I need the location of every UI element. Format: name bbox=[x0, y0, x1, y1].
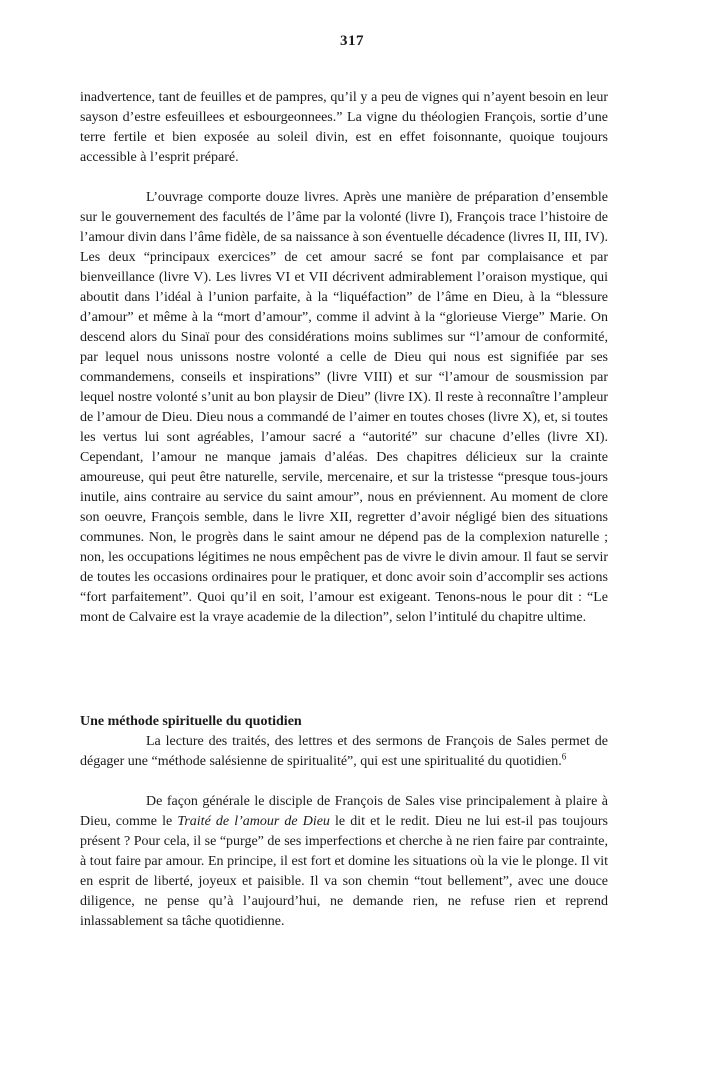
book-title: Traité de l’amour de Dieu bbox=[177, 814, 330, 829]
paragraph-disciple-text-b: le dit et le redit. Dieu ne lui est-il pas toujours présent ? Pour cela, il se “purge” de ses imperfections et cherche à ne rien faire par contrainte, à tout faire par amour. En principe, il est fort et domine les situations où la vie le plonge. Il vit en esprit de liberté, joyeux et paisible. Il va son chemin “tout bellement”, avec une douce diligence, ne pense qu’à l’aujourd’hui, ne demande rien, ne refuse rien et reprend inlassablement sa tâche quotidienne. bbox=[80, 814, 609, 929]
paragraph-disciple-text-a: De façon générale le disciple de François de Sales vise principalement à plaire à Dieu, comme le bbox=[80, 794, 608, 829]
paragraph-methode bbox=[80, 732, 608, 772]
paragraph-methode-text: La lecture des traités, des lettres et des sermons de François de Sales permet de dégager une “méthode salésienne de spiritualité”, qui est une spiritualité du quotidien. bbox=[80, 734, 608, 769]
section-methode bbox=[80, 712, 608, 932]
paragraph-overview: L’ouvrage comporte douze livres. Après une manière de préparation d’ensemble sur le gouvernement des facultés de l’âme par la volonté (livre I), François trace l’histoire de l’amour divin dans l’âme fidèle, de sa naissance à son éventuelle décadence (livres II, III, IV). Les deux “principaux exercices” de cet amour sacré se font par complaisance et par bienveillance (livre V). Les livres VI et VII décrivent admirablement l’oraison mystique, qui aboutit dans l’idéal à l’union parfaite, à la “liquéfaction” de l’âme en Dieu, à la “blessure d’amour” et même à la “mort d’amour”, comme il advint à la “glorieuse Vierge” Marie. On descend alors du Sinaï pour des considérations moins sublimes sur “l’amour de conformité, par lequel nous unissons nostre volonté a celle de Dieu qui nous est signifiée par ses commandemens, conseils et inspirations” (livre VIII) et sur “l’amour de sousmission par lequel nostre volonté s’unit au bon playsir de Dieu” (livre IX). Il reste à reconnaître l’ampleur de l’amour de Dieu. Dieu nous a commandé de l’aimer en toutes choses (livre X), et, si toutes les vertus lui sont agréables, l’amour sacré a “autorité” sur chacune d’elles (livre XI). Cependant, l’amour ne manque jamais d’aléas. Des chapitres délicieux sur la crainte amoureuse, qui peut être naturelle, servile, mercenaire, et sur la tristesse “presque tous-jours inutile, ains contraire au service du saint amour”, nous en préviennent. Au moment de clore son oeuvre, François semble, dans le livre XII, regretter d’avoir négligé bien des situations communes. Non, le progrès dans le saint amour ne dépend pas de la complexion naturelle ; non, les occupations légitimes ne nous empêchent pas de vivre le divin amour. Il faut se servir de toutes les occasions ordinaires pour le pratiquer, et donc avoir soin d’accomplir ses actions “fort parfaitement”. Quoi qu’il en soit, l’amour est exigeant. Tenons-nous le pour dit : “Le mont de Calvaire est la vraye academie de la dilection”, selon l’intitulé du chapitre ultime. bbox=[80, 190, 608, 625]
paragraph-continuation: inadvertence, tant de feuilles et de pampres, qu’il y a peu de vignes qui n’ayent besoin en leur sayson d’estre esfeuillees et esbourgeonnees.” La vigne du théologien François, sortie d’une terre fertile et bien exposée au soleil divin, est en effet foisonnante, quoique toujours accessible à l’esprit préparé. bbox=[80, 90, 608, 165]
paragraph-disciple bbox=[80, 792, 608, 932]
footnote-ref: 6 bbox=[561, 751, 567, 762]
section-heading: Une méthode spirituelle du quotidien bbox=[80, 714, 302, 729]
page-number: 317 bbox=[340, 33, 364, 49]
body-text-top bbox=[80, 88, 608, 628]
